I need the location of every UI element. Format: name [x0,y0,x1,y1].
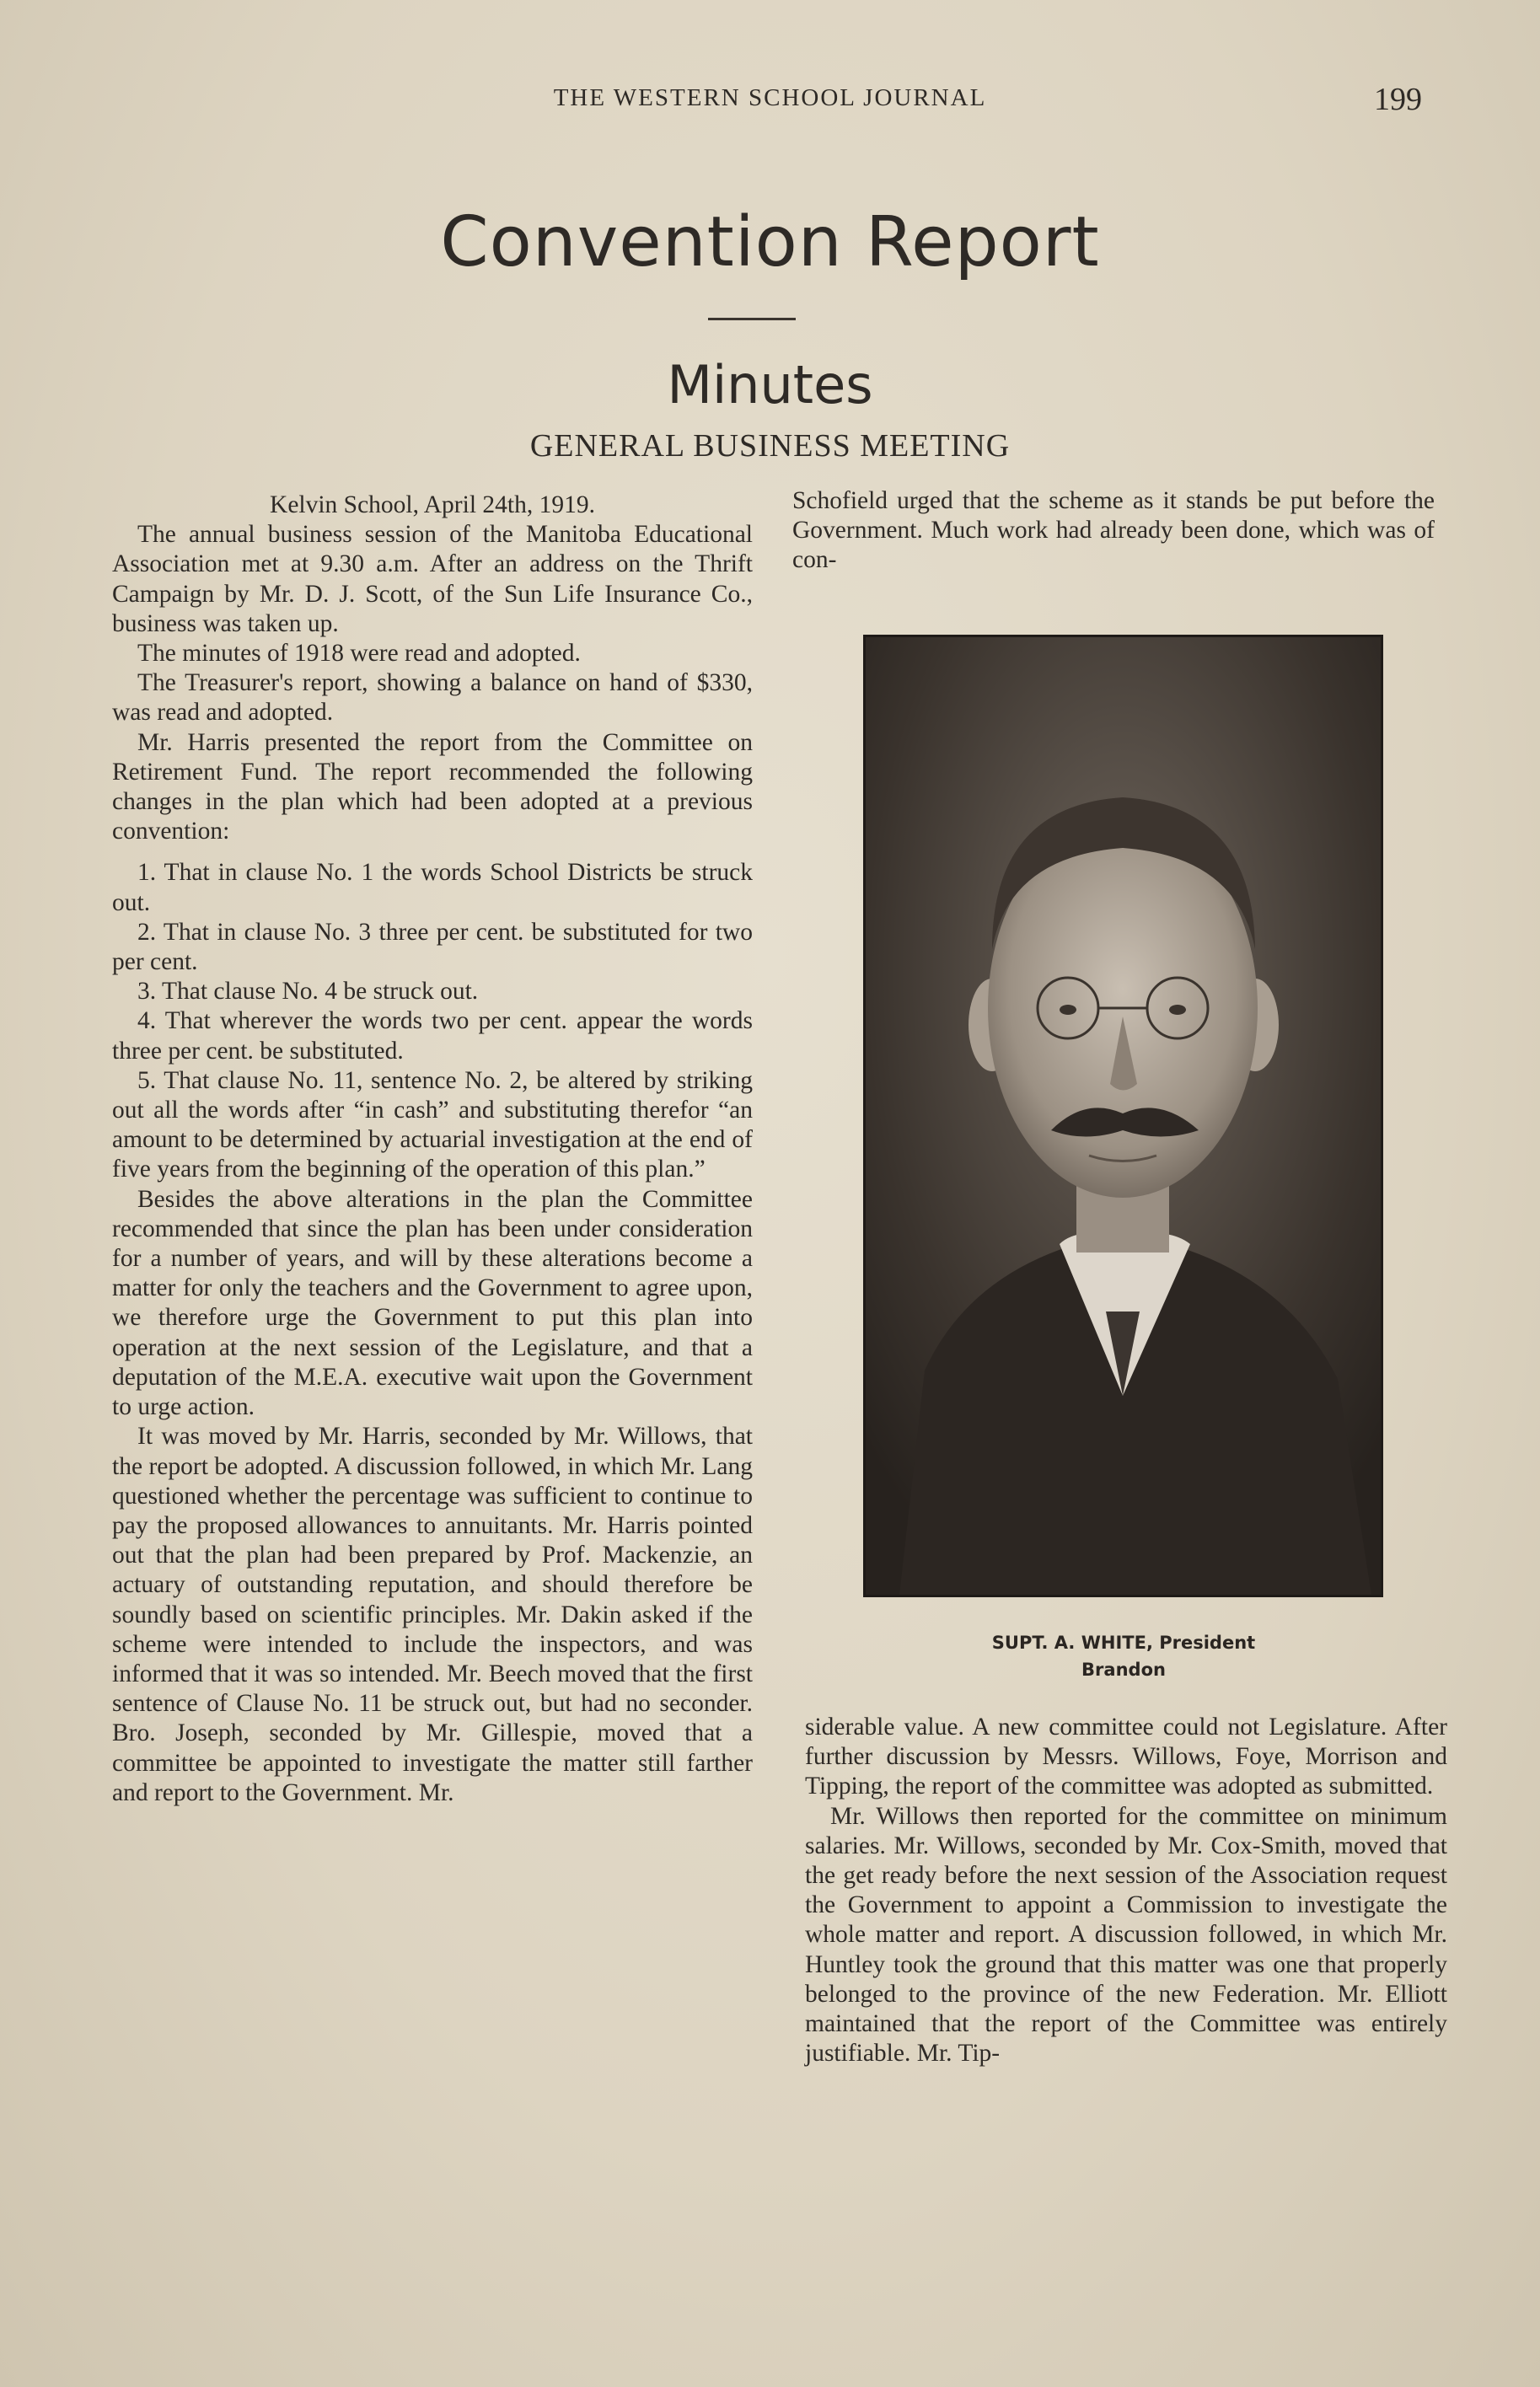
list-item: 1. That in clause No. 1 the words School Districts be struck out. [112,859,753,916]
caption-name: SUPT. A. WHITE, President [991,1633,1256,1653]
dateline: Kelvin School, April 24th, 1919. [270,491,595,518]
paragraph: Besides the above alterations in the plan the Committee recommended that since the plan has been under consideration for a number of years, and will by these alterations become a matter for only the teachers and the Government to agree upon, we therefore urge the Government to put this plan into operation at the next session of the Legislature, and that a deputation of the M.E.A. executive wait upon the Government to urge action. [112,1185,753,1421]
paragraph: The annual business session of the Manitoba Educational Association met at 9.30 a.m. After an address on the Thrift Campaign by Mr. D. J. Scott, of the Sun Life Insurance Co., business was taken up. [112,521,753,637]
paragraph: Mr. Willows then reported for the committee on minimum salaries. Mr. Willows, seconded by Mr. Cox-Smith, moved that the get ready before the next session of the Association request the Government to appoint a Commission to investigate the whole matter and report. A discussion followed, in which Mr. Huntley took the ground that this matter was one that properly belonged to the province of the new Federation. Mr. Elliott maintained that the report of the Committee was entirely justifiable. Mr. Tip- [805,1802,1447,2068]
paragraph: Schofield urged that the scheme as it stands be put before the Government. Much work had already been done, which was of con- [792,487,1435,574]
page-number: 199 [1374,82,1422,117]
list-item: 3. That clause No. 4 be struck out. [137,978,479,1006]
article-subtitle: Minutes [667,354,873,416]
list-item: 4. That wherever the words two per cent. appear the words three per cent. be substituted. [112,1007,753,1065]
paragraph: siderable value. A new committee could not Legislature. After further discussion by Messrs. Willows, Foye, Morrison and Tipping, the report of the committee was adopted as submitted. [805,1714,1447,1800]
title-divider [708,318,796,320]
list-item: 5. That clause No. 11, sentence No. 2, be altered by striking out all the words after “in cash” and substituting therefor “an amount to be determined by actuarial investigation at the end of five years from the beginning of the operation of this plan.” [112,1066,753,1183]
portrait-photo [863,635,1383,1597]
paragraph: It was moved by Mr. Harris, seconded by Mr. Willows, that the report be adopted. A discussion followed, in which Mr. Lang questioned whether the percentage was sufficient to continue to pay the proposed allowances to annuitants. Mr. Harris pointed out that the plan had been prepared by Prof. Mackenzie, an actuary of outstanding reputation, and should therefore be soundly based on scientific principles. Mr. Dakin asked if the scheme were intended to include the inspectors, and was informed that it was so intended. Mr. Beech moved that the first sentence of Clause No. 11 be struck out, but had no seconder. Bro. Joseph, seconded by Mr. Gillespie, moved that a committee be appointed to investigate the matter still farther and report to the Government. Mr. [112,1423,753,1806]
article-title: Convention Report [440,202,1100,282]
photo-caption [843,1629,1404,1683]
caption-place: Brandon [1081,1660,1166,1680]
paragraph: The minutes of 1918 were read and adopted. [137,640,581,668]
list-item: 2. That in clause No. 3 three per cent. be substituted for two per cent. [112,918,753,976]
running-head: THE WESTERN SCHOOL JOURNAL [553,84,987,111]
section-heading: GENERAL BUSINESS MEETING [529,428,1011,464]
right-column-top [792,486,1435,576]
paragraph: Mr. Harris presented the report from the Committee on Retirement Fund. The report recommended the following changes in the plan which had been adopted at a previous convention: [112,728,753,845]
portrait-image [866,637,1381,1595]
left-column [112,491,753,1808]
paragraph: The Treasurer's report, showing a balance on hand of $330, was read and adopted. [112,669,753,727]
right-column-bottom [805,1713,1447,2068]
